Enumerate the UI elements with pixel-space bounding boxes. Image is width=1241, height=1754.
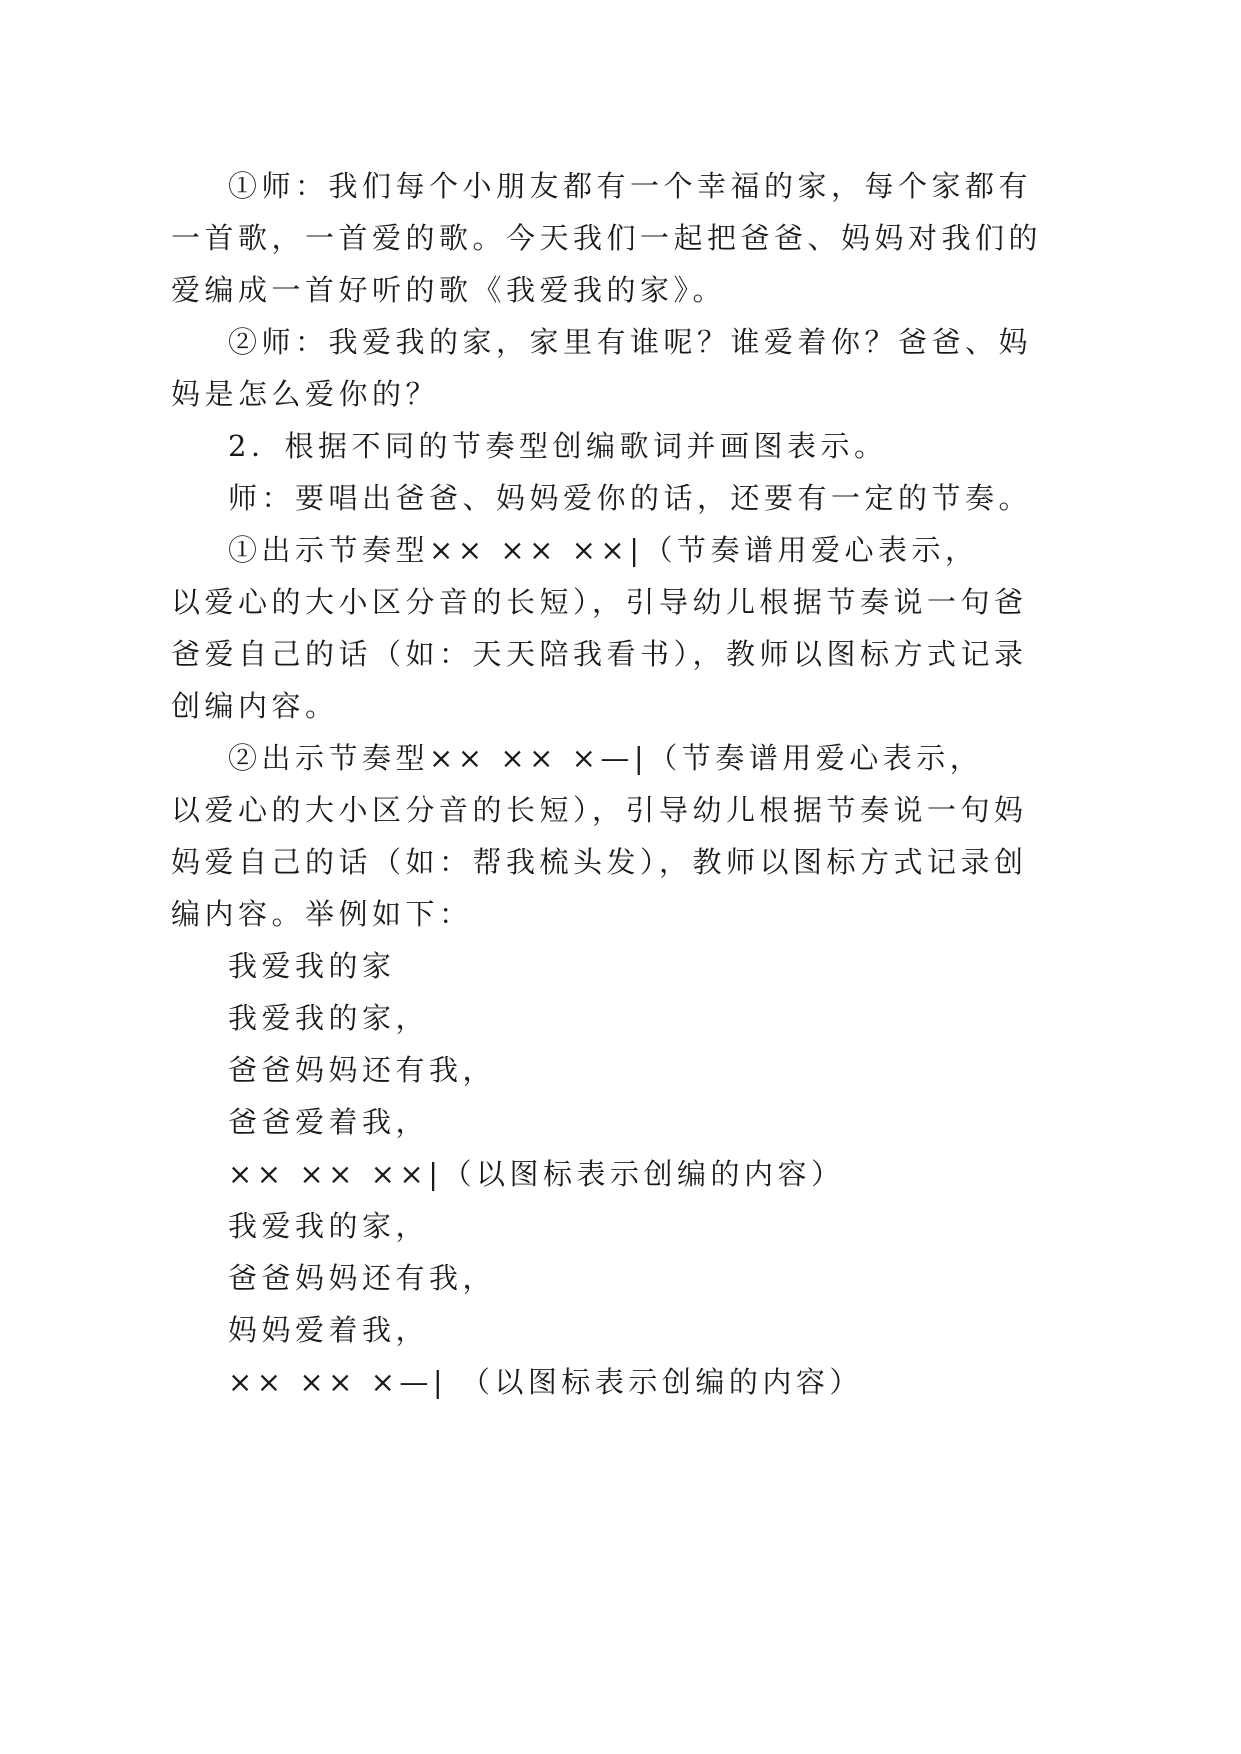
- song-title: 我爱我的家: [228, 949, 396, 983]
- paragraph-line: 妈是怎么爱你的？: [171, 377, 440, 411]
- paragraph-line: ②出示节奏型×× ×× ×—|（节奏谱用爱心表示，: [228, 741, 984, 775]
- lyric-line: 妈妈爱着我，: [228, 1313, 430, 1347]
- paragraph-line: 创编内容。: [171, 689, 339, 723]
- lyric-line: 我爱我的家，: [228, 1001, 430, 1035]
- paragraph-line: 一首歌，一首爱的歌。今天我们一起把爸爸、妈妈对我们的: [171, 221, 1043, 255]
- paragraph-line: ①师：我们每个小朋友都有一个幸福的家，每个家都有: [228, 169, 1033, 203]
- paragraph-line: ②师：我爱我的家，家里有谁呢？谁爱着你？爸爸、妈: [228, 325, 1033, 359]
- lyric-line: 爸爸妈妈还有我，: [228, 1261, 497, 1295]
- paragraph-line: ①出示节奏型×× ×× ××|（节奏谱用爱心表示，: [228, 533, 979, 567]
- rhythm-line: ×× ×× ××|（以图标表示创编的内容）: [228, 1157, 845, 1191]
- rhythm-line: ×× ×× ×—| （以图标表示创编的内容）: [228, 1365, 863, 1399]
- paragraph-line: 师：要唱出爸爸、妈妈爱你的话，还要有一定的节奏。: [228, 481, 1033, 515]
- lyric-line: 爸爸爱着我，: [228, 1105, 430, 1139]
- lyric-line: 爸爸妈妈还有我，: [228, 1053, 497, 1087]
- paragraph-line: 以爱心的大小区分音的长短），引导幼儿根据节奏说一句妈: [171, 793, 1028, 827]
- paragraph-line: 编内容。举例如下：: [171, 897, 473, 931]
- paragraph-line: 爸爱自己的话（如：天天陪我看书），教师以图标方式记录: [171, 637, 1028, 671]
- lyric-line: 我爱我的家，: [228, 1209, 430, 1243]
- paragraph-line: 爱编成一首好听的歌《我爱我的家》。: [171, 273, 727, 307]
- paragraph-line: 2．根据不同的节奏型创编歌词并画图表示。: [228, 429, 888, 463]
- paragraph-line: 妈爱自己的话（如：帮我梳头发），教师以图标方式记录创: [171, 845, 1028, 879]
- paragraph-line: 以爱心的大小区分音的长短），引导幼儿根据节奏说一句爸: [171, 585, 1028, 619]
